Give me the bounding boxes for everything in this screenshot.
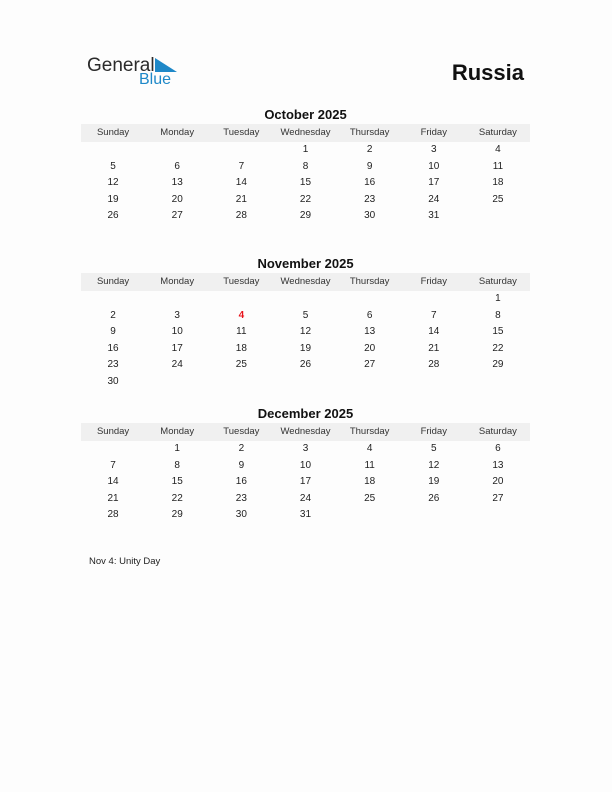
day-cell: 14 bbox=[428, 326, 440, 338]
weekday-label: Tuesday bbox=[223, 276, 260, 287]
day-cell: 16 bbox=[364, 177, 376, 189]
day-cell: 11 bbox=[492, 160, 504, 172]
day-cell: 24 bbox=[299, 492, 312, 504]
day-cell: 19 bbox=[107, 193, 119, 205]
day-cell: 2 bbox=[238, 443, 245, 454]
day-cell: 12 bbox=[107, 177, 119, 189]
day-cell: 1 bbox=[174, 443, 180, 454]
day-cell: 5 bbox=[110, 160, 116, 172]
day-cell: 14 bbox=[107, 476, 119, 488]
day-cell: 25 bbox=[492, 193, 504, 205]
weekday-label: Thursday bbox=[349, 276, 390, 287]
day-cell: 1 bbox=[495, 293, 501, 304]
holiday-day-cell: 4 bbox=[238, 309, 245, 321]
day-cell: 26 bbox=[428, 492, 440, 504]
calendar-grid bbox=[81, 142, 530, 225]
day-cell: 24 bbox=[428, 193, 440, 205]
day-cell: 6 bbox=[366, 309, 373, 321]
day-cell: 9 bbox=[238, 459, 245, 471]
weekday-label: Sunday bbox=[96, 276, 130, 287]
day-cell: 2 bbox=[366, 144, 373, 155]
day-cell: 21 bbox=[235, 193, 247, 205]
day-cell: 31 bbox=[428, 210, 440, 222]
empty-day-cell bbox=[145, 291, 209, 308]
week-row bbox=[81, 441, 530, 458]
month-october bbox=[81, 107, 530, 225]
day-cell: 7 bbox=[430, 309, 437, 321]
week-row bbox=[81, 341, 530, 358]
day-cell: 8 bbox=[174, 459, 180, 471]
day-cell: 18 bbox=[364, 476, 376, 488]
week-row bbox=[81, 159, 530, 176]
weekday-label: Wednesday bbox=[280, 127, 331, 138]
month-title: December 2025 bbox=[257, 406, 354, 421]
day-cell: 22 bbox=[492, 342, 504, 354]
month-title: October 2025 bbox=[264, 107, 347, 122]
day-cell: 15 bbox=[299, 177, 312, 189]
day-cell: 10 bbox=[171, 326, 183, 338]
month-december bbox=[81, 406, 530, 524]
logo-general-text: General bbox=[87, 55, 155, 76]
empty-day-cell bbox=[402, 374, 466, 391]
day-cell: 8 bbox=[302, 160, 309, 172]
day-cell: 16 bbox=[235, 476, 247, 488]
month-title: November 2025 bbox=[257, 256, 354, 271]
day-cell: 23 bbox=[364, 193, 376, 205]
weekday-label: Monday bbox=[160, 127, 195, 138]
empty-day-cell bbox=[209, 142, 273, 159]
day-cell: 29 bbox=[492, 359, 504, 371]
day-cell: 12 bbox=[299, 326, 312, 338]
weekday-header-row bbox=[81, 273, 530, 291]
day-cell: 11 bbox=[364, 459, 375, 471]
holiday-note: Nov 4: Unity Day bbox=[89, 556, 161, 567]
week-row bbox=[81, 507, 530, 524]
day-cell: 30 bbox=[235, 509, 247, 521]
day-cell: 29 bbox=[299, 210, 312, 222]
day-cell: 17 bbox=[428, 177, 440, 189]
day-cell: 27 bbox=[492, 492, 504, 504]
day-cell: 17 bbox=[299, 476, 312, 488]
day-cell: 25 bbox=[364, 492, 376, 504]
empty-day-cell bbox=[145, 374, 209, 391]
day-cell: 5 bbox=[302, 309, 309, 321]
day-cell: 31 bbox=[299, 509, 312, 521]
day-cell: 15 bbox=[492, 326, 504, 338]
day-cell: 27 bbox=[171, 210, 183, 222]
day-cell: 13 bbox=[492, 459, 504, 471]
weekday-label: Sunday bbox=[96, 127, 130, 138]
day-cell: 30 bbox=[107, 375, 119, 387]
week-row bbox=[81, 458, 530, 475]
weekday-label: Thursday bbox=[349, 426, 390, 437]
weekday-header-row bbox=[81, 124, 530, 142]
day-cell: 2 bbox=[110, 309, 116, 321]
logo-blue-text: Blue bbox=[139, 71, 172, 88]
weekday-label: Saturday bbox=[478, 276, 517, 287]
logo-triangle-icon bbox=[155, 58, 177, 72]
week-row bbox=[81, 208, 530, 225]
month-november bbox=[81, 256, 530, 391]
day-cell: 7 bbox=[110, 459, 116, 471]
empty-day-cell bbox=[273, 291, 337, 308]
week-row bbox=[81, 308, 530, 325]
weekday-header-row bbox=[81, 423, 530, 441]
day-cell: 18 bbox=[235, 342, 247, 354]
day-cell: 12 bbox=[428, 459, 440, 471]
week-row bbox=[81, 357, 530, 374]
weekday-label: Friday bbox=[420, 426, 447, 437]
day-cell: 6 bbox=[495, 443, 501, 454]
day-cell: 22 bbox=[299, 193, 312, 205]
day-cell: 29 bbox=[171, 509, 183, 521]
day-cell: 23 bbox=[107, 359, 119, 371]
day-cell: 16 bbox=[107, 342, 119, 354]
generalblue-logo bbox=[87, 55, 187, 95]
day-cell: 28 bbox=[428, 359, 440, 371]
day-cell: 8 bbox=[495, 309, 501, 321]
holiday-notes bbox=[89, 556, 160, 567]
country-title: Russia bbox=[451, 60, 524, 85]
calendar-grid bbox=[81, 291, 530, 391]
empty-day-cell bbox=[338, 374, 402, 391]
day-cell: 15 bbox=[171, 476, 183, 488]
day-cell: 7 bbox=[238, 160, 245, 172]
weekday-label: Tuesday bbox=[223, 127, 260, 138]
day-cell: 24 bbox=[171, 359, 183, 371]
day-cell: 17 bbox=[171, 342, 183, 354]
day-cell: 4 bbox=[366, 443, 373, 454]
weekday-label: Friday bbox=[420, 127, 447, 138]
day-cell: 9 bbox=[110, 326, 116, 338]
empty-day-cell bbox=[273, 374, 337, 391]
day-cell: 3 bbox=[174, 309, 180, 321]
day-cell: 19 bbox=[428, 476, 440, 488]
day-cell: 28 bbox=[235, 210, 247, 222]
day-cell: 9 bbox=[366, 160, 373, 172]
day-cell: 26 bbox=[107, 210, 119, 222]
day-cell: 1 bbox=[302, 144, 309, 155]
empty-day-cell bbox=[209, 374, 273, 391]
empty-day-cell bbox=[466, 208, 530, 225]
day-cell: 20 bbox=[171, 193, 183, 205]
day-cell: 21 bbox=[107, 492, 119, 504]
day-cell: 25 bbox=[235, 359, 247, 371]
day-cell: 5 bbox=[430, 443, 437, 454]
calendar-grid bbox=[81, 441, 530, 524]
week-row bbox=[81, 192, 530, 209]
day-cell: 3 bbox=[302, 443, 309, 454]
day-cell: 13 bbox=[171, 177, 183, 189]
empty-day-cell bbox=[145, 142, 209, 159]
day-cell: 11 bbox=[236, 326, 247, 338]
day-cell: 4 bbox=[495, 144, 501, 155]
weekday-label: Friday bbox=[420, 276, 447, 287]
week-row bbox=[81, 142, 530, 159]
empty-day-cell bbox=[402, 291, 466, 308]
empty-day-cell bbox=[466, 374, 530, 391]
day-cell: 3 bbox=[430, 144, 437, 155]
day-cell: 10 bbox=[299, 459, 312, 471]
week-row bbox=[81, 491, 530, 508]
weekday-label: Tuesday bbox=[223, 426, 260, 437]
week-row bbox=[81, 175, 530, 192]
day-cell: 10 bbox=[428, 160, 440, 172]
day-cell: 27 bbox=[364, 359, 376, 371]
week-row bbox=[81, 324, 530, 341]
empty-day-cell bbox=[81, 291, 145, 308]
day-cell: 20 bbox=[364, 342, 376, 354]
day-cell: 21 bbox=[428, 342, 440, 354]
weekday-label: Saturday bbox=[478, 127, 517, 138]
day-cell: 23 bbox=[235, 492, 247, 504]
empty-day-cell bbox=[81, 142, 145, 159]
weekday-label: Wednesday bbox=[280, 276, 331, 287]
day-cell: 6 bbox=[174, 160, 180, 172]
empty-day-cell bbox=[209, 291, 273, 308]
week-row bbox=[81, 474, 530, 491]
weekday-label: Saturday bbox=[478, 426, 517, 437]
empty-day-cell bbox=[81, 441, 145, 458]
week-row bbox=[81, 374, 530, 391]
day-cell: 20 bbox=[492, 476, 504, 488]
empty-day-cell bbox=[338, 291, 402, 308]
weekday-label: Thursday bbox=[349, 127, 390, 138]
week-row bbox=[81, 291, 530, 308]
day-cell: 13 bbox=[364, 326, 376, 338]
day-cell: 19 bbox=[299, 342, 312, 354]
day-cell: 26 bbox=[299, 359, 312, 371]
empty-day-cell bbox=[338, 507, 402, 524]
day-cell: 14 bbox=[235, 177, 247, 189]
day-cell: 30 bbox=[364, 210, 376, 222]
weekday-label: Monday bbox=[160, 426, 195, 437]
empty-day-cell bbox=[402, 507, 466, 524]
empty-day-cell bbox=[466, 507, 530, 524]
weekday-label: Wednesday bbox=[280, 426, 331, 437]
weekday-label: Monday bbox=[160, 276, 195, 287]
day-cell: 28 bbox=[107, 509, 119, 521]
weekday-label: Sunday bbox=[96, 426, 130, 437]
day-cell: 18 bbox=[492, 177, 504, 189]
day-cell: 22 bbox=[171, 492, 183, 504]
